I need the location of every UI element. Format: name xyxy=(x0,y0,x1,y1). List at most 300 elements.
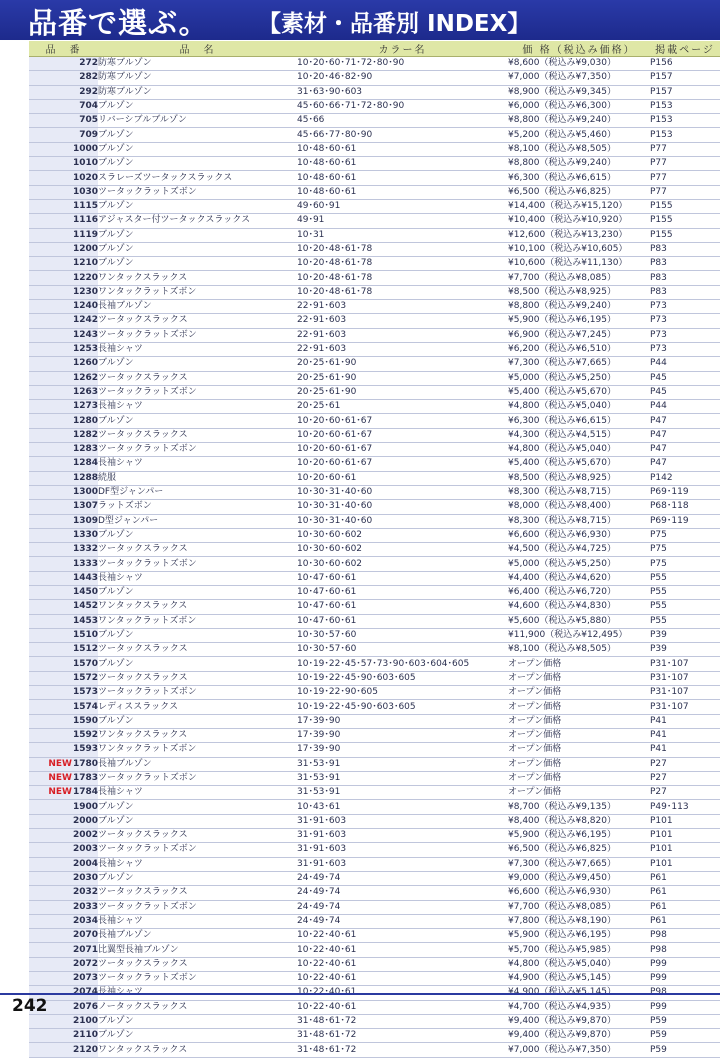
catalog-page: P41 xyxy=(650,743,720,757)
price: ¥4,800（税込み¥5,040） xyxy=(508,400,650,414)
color-codes: 10･22･40･61 xyxy=(297,972,508,986)
table-row xyxy=(29,185,720,199)
product-name: 防寒ブルゾン xyxy=(98,85,297,99)
product-name: ツータックスラックス xyxy=(98,886,297,900)
product-number-cell xyxy=(29,514,98,528)
table-row xyxy=(29,99,720,113)
price: ¥5,200（税込み¥5,460） xyxy=(508,128,650,142)
price: オープン価格 xyxy=(508,743,650,757)
catalog-page: P41 xyxy=(650,714,720,728)
product-number-cell xyxy=(29,99,98,113)
product-number: 1590 xyxy=(72,715,98,726)
table-row xyxy=(29,471,720,485)
product-number: 1263 xyxy=(72,386,98,397)
product-number: 2003 xyxy=(72,844,98,855)
color-codes: 10･20･60･61･67 xyxy=(297,414,508,428)
product-number-cell xyxy=(29,300,98,314)
price: ¥4,800（税込み¥5,040） xyxy=(508,443,650,457)
product-name: ブルゾン xyxy=(98,242,297,256)
price: ¥7,800（税込み¥8,190） xyxy=(508,914,650,928)
product-name: ブルゾン xyxy=(98,800,297,814)
product-number: 2033 xyxy=(72,901,98,912)
product-name: 長袖ブルゾン xyxy=(98,929,297,943)
product-number-cell xyxy=(29,786,98,800)
product-name: ブルゾン xyxy=(98,357,297,371)
table-row xyxy=(29,342,720,356)
catalog-page: P27 xyxy=(650,757,720,771)
price: オープン価格 xyxy=(508,714,650,728)
price: オープン価格 xyxy=(508,671,650,685)
catalog-page: P45 xyxy=(650,385,720,399)
color-codes: 24･49･74 xyxy=(297,914,508,928)
catalog-page: P55 xyxy=(650,571,720,585)
color-codes: 22･91･603 xyxy=(297,300,508,314)
table-row xyxy=(29,914,720,928)
color-codes: 31･48･61･72 xyxy=(297,1043,508,1057)
price: オープン価格 xyxy=(508,700,650,714)
color-codes: 31･91･603 xyxy=(297,829,508,843)
table-body xyxy=(29,57,720,1058)
product-number: 1510 xyxy=(72,630,98,641)
product-name: 長袖シャツ xyxy=(98,857,297,871)
color-codes: 10･47･60･61 xyxy=(297,614,508,628)
left-margin xyxy=(0,40,29,993)
product-number-cell xyxy=(29,686,98,700)
table-row xyxy=(29,371,720,385)
price: ¥8,100（税込み¥8,505） xyxy=(508,142,650,156)
product-number-cell xyxy=(29,728,98,742)
table-row xyxy=(29,571,720,585)
product-number-cell xyxy=(29,871,98,885)
product-number-cell xyxy=(29,371,98,385)
color-codes: 31･91･603 xyxy=(297,857,508,871)
catalog-page: P44 xyxy=(650,357,720,371)
catalog-page: P55 xyxy=(650,600,720,614)
product-number: 1230 xyxy=(72,286,98,297)
catalog-page: P73 xyxy=(650,300,720,314)
product-name: 長袖シャツ xyxy=(98,400,297,414)
price: ¥8,600（税込み¥9,030） xyxy=(508,57,650,71)
product-number-cell xyxy=(29,114,98,128)
product-number-cell xyxy=(29,414,98,428)
product-number: 1900 xyxy=(72,801,98,812)
product-number-cell xyxy=(29,886,98,900)
price: ¥6,900（税込み¥7,245） xyxy=(508,328,650,342)
product-number-cell xyxy=(29,614,98,628)
price: ¥6,300（税込み¥6,615） xyxy=(508,171,650,185)
product-number: 1280 xyxy=(72,415,98,426)
column-header-product-name: 品 名 xyxy=(98,41,297,57)
price: ¥7,000（税込み¥7,350） xyxy=(508,71,650,85)
product-number-cell xyxy=(29,257,98,271)
color-codes: 45･66 xyxy=(297,114,508,128)
product-number: 704 xyxy=(79,101,98,112)
table-row xyxy=(29,1000,720,1014)
price: ¥5,400（税込み¥5,670） xyxy=(508,385,650,399)
catalog-page: P55 xyxy=(650,614,720,628)
price: ¥12,600（税込み¥13,230） xyxy=(508,228,650,242)
product-number-cell xyxy=(29,1043,98,1057)
color-codes: 10･48･60･61 xyxy=(297,171,508,185)
catalog-page: P73 xyxy=(650,314,720,328)
product-name: ツータックラットズボン xyxy=(98,771,297,785)
catalog-page: P31･107 xyxy=(650,657,720,671)
catalog-page: P156 xyxy=(650,57,720,71)
product-name: DF型ジャンパー xyxy=(98,485,297,499)
price: ¥8,000（税込み¥8,400） xyxy=(508,500,650,514)
color-codes: 10･47･60･61 xyxy=(297,600,508,614)
table-row xyxy=(29,85,720,99)
price: ¥6,600（税込み¥6,930） xyxy=(508,528,650,542)
price: ¥7,300（税込み¥7,665） xyxy=(508,357,650,371)
product-name: ラットズボン xyxy=(98,500,297,514)
table-row xyxy=(29,300,720,314)
catalog-page: P61 xyxy=(650,900,720,914)
color-codes: 10･30･31･40･60 xyxy=(297,514,508,528)
catalog-page: P77 xyxy=(650,185,720,199)
color-codes: 31･53･91 xyxy=(297,771,508,785)
catalog-page: P155 xyxy=(650,199,720,213)
product-number-cell xyxy=(29,543,98,557)
product-number: 1309 xyxy=(72,515,98,526)
table-row xyxy=(29,1043,720,1057)
catalog-page: P83 xyxy=(650,285,720,299)
table-row xyxy=(29,814,720,828)
product-name: ツータックスラックス xyxy=(98,643,297,657)
product-name: ブルゾン xyxy=(98,99,297,113)
product-name: ブルゾン xyxy=(98,414,297,428)
product-name: ワンタックスラックス xyxy=(98,600,297,614)
catalog-page: P69･119 xyxy=(650,514,720,528)
product-number-cell xyxy=(29,471,98,485)
color-codes: 22･91･603 xyxy=(297,314,508,328)
product-number-cell xyxy=(29,528,98,542)
color-codes: 10･47･60･61 xyxy=(297,571,508,585)
product-number: 1288 xyxy=(72,472,98,483)
product-name: ブルゾン xyxy=(98,1014,297,1028)
product-number-cell xyxy=(29,271,98,285)
product-name: ワンタックスラックス xyxy=(98,728,297,742)
price: ¥8,700（税込み¥9,135） xyxy=(508,800,650,814)
product-name: ツータックラットズボン xyxy=(98,557,297,571)
color-codes: 20･25･61･90 xyxy=(297,371,508,385)
color-codes: 31･53･91 xyxy=(297,757,508,771)
catalog-page: P99 xyxy=(650,972,720,986)
color-codes: 10･19･22･90･605 xyxy=(297,686,508,700)
price: ¥5,600（税込み¥5,880） xyxy=(508,614,650,628)
product-number: 1260 xyxy=(72,358,98,369)
catalog-page: P155 xyxy=(650,228,720,242)
product-number: 1593 xyxy=(72,744,98,755)
catalog-page: P49･113 xyxy=(650,800,720,814)
product-number: 705 xyxy=(79,115,98,126)
table-row xyxy=(29,71,720,85)
product-name: アジャスター付ツータックスラックス xyxy=(98,214,297,228)
page-number: 242 xyxy=(12,996,48,1016)
product-name: ツータックスラックス xyxy=(98,371,297,385)
table-row xyxy=(29,657,720,671)
product-number-cell xyxy=(29,628,98,642)
product-name: ブルゾン xyxy=(98,157,297,171)
product-number-cell xyxy=(29,757,98,771)
catalog-page: P59 xyxy=(650,1029,720,1043)
table-row xyxy=(29,957,720,971)
table-row xyxy=(29,557,720,571)
color-codes: 49･60･91 xyxy=(297,199,508,213)
price: ¥6,500（税込み¥6,825） xyxy=(508,185,650,199)
catalog-page: P75 xyxy=(650,528,720,542)
color-codes: 10･19･22･45･90･603･605 xyxy=(297,700,508,714)
product-name: ブルゾン xyxy=(98,528,297,542)
product-name: ブルゾン xyxy=(98,228,297,242)
product-number-cell xyxy=(29,671,98,685)
product-number-cell xyxy=(29,1014,98,1028)
catalog-page: P55 xyxy=(650,585,720,599)
product-index-table xyxy=(29,41,720,1058)
product-number: 1243 xyxy=(72,329,98,340)
product-number-cell xyxy=(29,57,98,71)
new-badge: NEW xyxy=(48,758,72,769)
table-row xyxy=(29,242,720,256)
table-row xyxy=(29,757,720,771)
color-codes: 22･91･603 xyxy=(297,342,508,356)
catalog-page: P75 xyxy=(650,557,720,571)
product-number-cell xyxy=(29,714,98,728)
color-codes: 20･25･61 xyxy=(297,400,508,414)
price: ¥8,400（税込み¥8,820） xyxy=(508,814,650,828)
catalog-page: P98 xyxy=(650,929,720,943)
catalog-page: P99 xyxy=(650,957,720,971)
color-codes: 10･48･60･61 xyxy=(297,185,508,199)
color-codes: 31･48･61･72 xyxy=(297,1029,508,1043)
catalog-page: P77 xyxy=(650,171,720,185)
product-number-cell xyxy=(29,485,98,499)
product-number-cell xyxy=(29,500,98,514)
catalog-page: P27 xyxy=(650,786,720,800)
color-codes: 24･49･74 xyxy=(297,900,508,914)
price: ¥4,300（税込み¥4,515） xyxy=(508,428,650,442)
product-number: 2120 xyxy=(72,1044,98,1055)
product-number: 1784 xyxy=(72,787,98,798)
color-codes: 10･30･60･602 xyxy=(297,528,508,542)
product-name: 続服 xyxy=(98,471,297,485)
footer-bar xyxy=(0,993,720,995)
product-name: ツータックラットズボン xyxy=(98,900,297,914)
product-number: 1020 xyxy=(72,172,98,183)
price: ¥9,400（税込み¥9,870） xyxy=(508,1029,650,1043)
product-number: 2004 xyxy=(72,858,98,869)
column-header-color: カラー名 xyxy=(297,41,508,57)
product-name: ブルゾン xyxy=(98,814,297,828)
color-codes: 10･20･46･82･90 xyxy=(297,71,508,85)
product-number-cell xyxy=(29,972,98,986)
table-row xyxy=(29,271,720,285)
table-row xyxy=(29,585,720,599)
product-number: 1000 xyxy=(72,143,98,154)
product-number-cell xyxy=(29,657,98,671)
column-header-price: 価 格（税込み価格） xyxy=(508,41,650,57)
product-number: 1200 xyxy=(72,244,98,254)
price: ¥8,900（税込み¥9,345） xyxy=(508,85,650,99)
catalog-page: P101 xyxy=(650,829,720,843)
product-number-cell xyxy=(29,85,98,99)
product-number: 1783 xyxy=(72,772,98,783)
product-number: 1283 xyxy=(72,444,98,455)
color-codes: 31･48･61･72 xyxy=(297,1014,508,1028)
table-row xyxy=(29,128,720,142)
product-number-cell xyxy=(29,228,98,242)
catalog-page: P83 xyxy=(650,242,720,256)
table-row xyxy=(29,714,720,728)
price: ¥4,400（税込み¥4,620） xyxy=(508,571,650,585)
color-codes: 10･22･40･61 xyxy=(297,957,508,971)
product-number: 1273 xyxy=(72,401,98,412)
price: オープン価格 xyxy=(508,728,650,742)
color-codes: 20･25･61･90 xyxy=(297,385,508,399)
price: ¥6,200（税込み¥6,510） xyxy=(508,342,650,356)
product-number-cell xyxy=(29,571,98,585)
product-number: 2076 xyxy=(72,1001,98,1012)
product-name: 長袖シャツ xyxy=(98,342,297,356)
table-row xyxy=(29,500,720,514)
product-name: 長袖シャツ xyxy=(98,786,297,800)
price: ¥7,700（税込み¥8,085） xyxy=(508,271,650,285)
product-number: 2032 xyxy=(72,887,98,898)
product-name: ツータックラットズボン xyxy=(98,686,297,700)
product-number: 1574 xyxy=(72,701,98,712)
catalog-page: P153 xyxy=(650,114,720,128)
catalog-page: P101 xyxy=(650,857,720,871)
product-number-cell xyxy=(29,814,98,828)
product-number: 2002 xyxy=(72,830,98,841)
table-row xyxy=(29,671,720,685)
product-number: 1300 xyxy=(72,487,98,498)
color-codes: 45･60･66･71･72･80･90 xyxy=(297,99,508,113)
color-codes: 20･25･61･90 xyxy=(297,357,508,371)
price: ¥10,400（税込み¥10,920） xyxy=(508,214,650,228)
color-codes: 10･20･60･61･67 xyxy=(297,443,508,457)
product-name: D型ジャンパー xyxy=(98,514,297,528)
price: ¥10,600（税込み¥11,130） xyxy=(508,257,650,271)
product-number-cell xyxy=(29,957,98,971)
table-row xyxy=(29,157,720,171)
price: ¥4,600（税込み¥4,830） xyxy=(508,600,650,614)
product-number: 282 xyxy=(79,72,98,83)
product-number: 1592 xyxy=(72,730,98,741)
color-codes: 10･30･57･60 xyxy=(297,628,508,642)
table-row xyxy=(29,700,720,714)
product-name: ワンタックラットズボン xyxy=(98,743,297,757)
catalog-page: P39 xyxy=(650,643,720,657)
catalog-page: P27 xyxy=(650,771,720,785)
price: ¥6,600（税込み¥6,930） xyxy=(508,886,650,900)
product-name: 長袖シャツ xyxy=(98,571,297,585)
catalog-page: P73 xyxy=(650,328,720,342)
table-row xyxy=(29,972,720,986)
table-row xyxy=(29,943,720,957)
color-codes: 24･49･74 xyxy=(297,871,508,885)
table-row xyxy=(29,414,720,428)
color-codes: 10･20･48･61･78 xyxy=(297,285,508,299)
product-number: 1452 xyxy=(72,601,98,612)
price: オープン価格 xyxy=(508,786,650,800)
table-row xyxy=(29,728,720,742)
product-name: 長袖シャツ xyxy=(98,457,297,471)
table-row xyxy=(29,142,720,156)
product-number-cell xyxy=(29,428,98,442)
product-number-cell xyxy=(29,214,98,228)
price: ¥5,400（税込み¥5,670） xyxy=(508,457,650,471)
product-number: 2071 xyxy=(72,944,98,955)
product-number-cell xyxy=(29,557,98,571)
price: ¥8,800（税込み¥9,240） xyxy=(508,114,650,128)
catalog-page: P39 xyxy=(650,628,720,642)
price: ¥10,100（税込み¥10,605） xyxy=(508,242,650,256)
product-number-cell xyxy=(29,314,98,328)
color-codes: 10･30･60･602 xyxy=(297,557,508,571)
table-row xyxy=(29,314,720,328)
color-codes: 17･39･90 xyxy=(297,728,508,742)
table-row xyxy=(29,457,720,471)
price: ¥9,000（税込み¥9,450） xyxy=(508,871,650,885)
table-row xyxy=(29,600,720,614)
product-name: ノータックスラックス xyxy=(98,1000,297,1014)
price: ¥8,500（税込み¥8,925） xyxy=(508,285,650,299)
price: オープン価格 xyxy=(508,771,650,785)
product-name: ブルゾン xyxy=(98,257,297,271)
product-number: 1220 xyxy=(72,272,98,283)
table-row xyxy=(29,514,720,528)
color-codes: 10･20･48･61･78 xyxy=(297,257,508,271)
product-number: 1332 xyxy=(72,544,98,555)
product-number: 1570 xyxy=(72,658,98,669)
product-number: 1573 xyxy=(72,687,98,698)
page-title: 品番で選ぶ。 xyxy=(28,6,209,40)
color-codes: 10･20･48･61･78 xyxy=(297,242,508,256)
color-codes: 10･20･48･61･78 xyxy=(297,271,508,285)
catalog-page: P157 xyxy=(650,71,720,85)
catalog-page: P61 xyxy=(650,886,720,900)
price: ¥6,500（税込み¥6,825） xyxy=(508,843,650,857)
color-codes: 10･30･31･40･60 xyxy=(297,485,508,499)
product-name: ワンタックラットズボン xyxy=(98,285,297,299)
table-row xyxy=(29,628,720,642)
page-header xyxy=(0,0,720,40)
product-number: 1210 xyxy=(72,258,98,269)
product-name: ブルゾン xyxy=(98,657,297,671)
color-codes: 10･20･60･61･67 xyxy=(297,457,508,471)
product-name: ツータックラットズボン xyxy=(98,385,297,399)
product-number-cell xyxy=(29,71,98,85)
product-number: 1330 xyxy=(72,529,98,540)
table-row xyxy=(29,385,720,399)
catalog-page: P77 xyxy=(650,142,720,156)
color-codes: 10･47･60･61 xyxy=(297,585,508,599)
color-codes: 10･48･60･61 xyxy=(297,142,508,156)
color-codes: 31･63･90･603 xyxy=(297,85,508,99)
color-codes: 10･30･60･602 xyxy=(297,543,508,557)
product-number: 2072 xyxy=(72,958,98,969)
product-number-cell xyxy=(29,242,98,256)
product-number: 1116 xyxy=(72,215,98,226)
product-number: 292 xyxy=(79,86,98,97)
price: ¥6,400（税込み¥6,720） xyxy=(508,585,650,599)
product-number-cell xyxy=(29,857,98,871)
product-name: 長袖シャツ xyxy=(98,914,297,928)
catalog-page: P31･107 xyxy=(650,671,720,685)
product-number: 1450 xyxy=(72,587,98,598)
product-number: 1453 xyxy=(72,615,98,626)
